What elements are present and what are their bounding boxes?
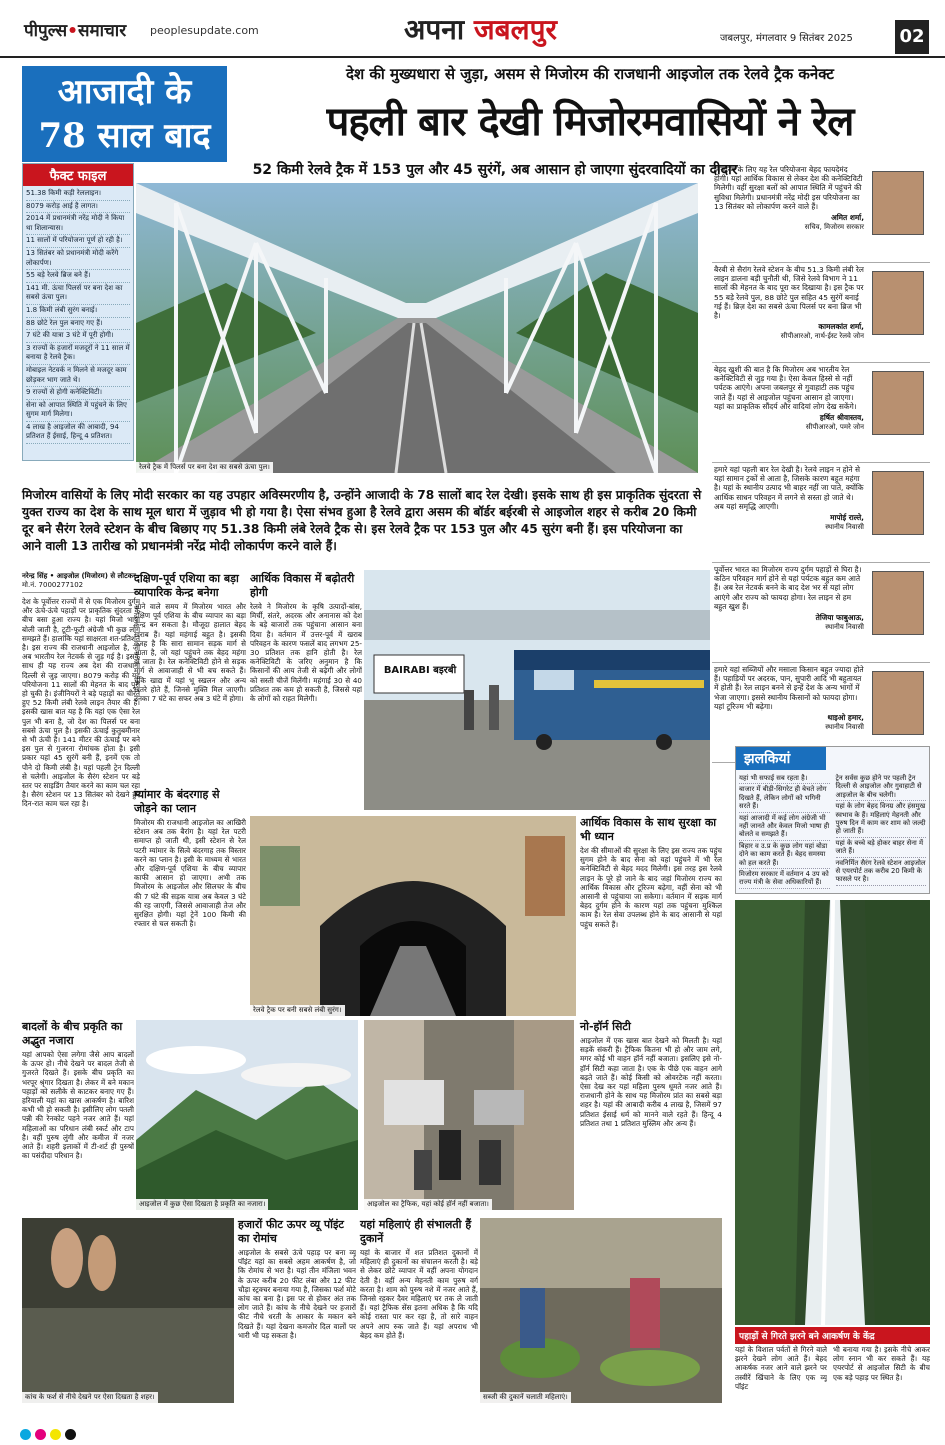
quote-card: [712, 363, 930, 463]
subheadline: 52 किमी रेलवे ट्रैक में 153 पुल और 45 सुरंगें, अब आसान हो जाएगा सुंदरवादियों का दीदार: [252, 162, 738, 178]
fact-list: [23, 186, 133, 446]
story-body-myanmar: मिजोरम की राजधानी आइजोल का आखिरी स्टेशन अब तक बैरांग है। यहां रेल पटरी समाप्त हो जाती थी, इसी स्टेशन से रेल पटरी म्यांमार के सित्वे बंदरगाह तक विस्तार करने का प्लान है। इसी के माध्यम से भारत और दक्षिण-पूर्व एशिया के बीच व्यापार काफी आसान हो जाएगा। अभी तक मिजोरम के आइजोल और सिलचर के बीच की 7 घंटे की सड़क यात्रा अब केवल 3 घंटे की रह जाएगी, जिससे आवाजाही तेज और सुरक्षित होगी। यहां ट्रेनें 100 किमी की रफ्तार से चल सकती है।: [134, 818, 246, 929]
station-sign: BAIRABI बइरबी: [383, 665, 457, 676]
glass-floor-photo: [22, 1218, 234, 1403]
byline: नरेन्द्र सिंह • आइजोल (मिजोरम) से लौटकर: [22, 572, 136, 580]
story-column-8: [360, 1218, 478, 1403]
highlight-item: बाजार में बीड़ी-सिगरेट ही बेचते लोग दिखते हैं, लेकिन लोगों को भगिनी सरते हैं।: [739, 784, 830, 812]
fact-file-title: फैक्ट फाइल: [23, 164, 133, 186]
newspaper-logo: पीपुल्स•समाचार: [24, 21, 127, 41]
quote-card: [712, 563, 930, 663]
waterfall-photo: [735, 900, 930, 1325]
traffic-caption: आइजोल का ट्रैफिक, यहां कोई हॉर्न नहीं बजाता।: [364, 1199, 492, 1210]
market-caption: सब्जी की दुकानें चलाती महिलाएं।: [480, 1392, 571, 1403]
page-number: 02: [895, 20, 929, 54]
section-title: अपना जबलपुर: [404, 13, 557, 46]
anniversary-banner: [22, 66, 227, 162]
highlight-item: यहां के बच्चे बड़े होकर बाहर सेना में जाते हैं।: [836, 838, 927, 858]
glass-floor-caption: कांच के फर्श से नीचे देखने पर ऐसा दिखता है शहर।: [22, 1392, 158, 1403]
quote-designation: स्थानीय निवासी: [825, 723, 864, 732]
fact-item: 3 राज्यों के हजारों मजदूरों ने 11 साल में बनाया है रेलवे ट्रैक।: [26, 343, 130, 365]
highlights-box: [735, 746, 930, 894]
market-photo: [480, 1218, 722, 1403]
waterfall-caption: पहाड़ों से गिरते झरने बने आकर्षण के केंद्र: [735, 1327, 930, 1344]
bridge-photo: [136, 183, 698, 473]
glass-floor-illustration: [22, 1218, 234, 1403]
fact-item: 9 राज्यों से होगी कनेक्टिविटी।: [26, 387, 130, 400]
train-illustration: [364, 570, 710, 810]
quote-card: [712, 463, 930, 563]
highlight-item: ट्रेन सर्वस कुछ होने पर पहली ट्रेन दिल्ली से आइजोल और गुवाहाटी से आइजोल के बीच चलेगी।: [836, 773, 927, 801]
quote-card: [712, 263, 930, 363]
highlights-title: झलकियां: [736, 747, 826, 770]
portrait-photo: [872, 671, 924, 735]
quote-text: बेहद खुशी की बात है कि मिजोरम अब भारतीय रेल कनेक्टिविटी से जुड़ गया है। ऐसा केवल हिस्से से नहीं पर्यटक आएंगे। अपना जबलपुर से गुवाहाटी तक पहुंच जाते हैं। यहां से आइजोल पहुंचना आसान हो जाएगा। यहां का प्राकृतिक सौंदर्य और वादियां लोग देख सकेंगे।: [714, 365, 857, 411]
fact-item: 7 घंटे की यात्रा 3 घंटे में पूरी होगी।: [26, 330, 130, 343]
highlights-right: [836, 773, 927, 889]
quote-text: हमारे यहां सब्जियों और मसाला किसान बहुत ज्यादा होते हैं। पहाड़ियों पर अदरक, पान, सुपारी आदि भी बहुतायत में होती हैं। रेल लाइन बनने से इन्हें देश के अन्य भागों में भेजा जाएगा। इससे स्थानीय किसानों को फायदा होगा। यहां टूरिज्म भी बढ़ेगा।: [714, 665, 864, 711]
story-heading-women: यहां महिलाएं ही संभालती हैं दुकानें: [360, 1218, 472, 1245]
quote-card: [712, 163, 930, 263]
story-body-1: देश के पूर्वोत्तर राज्यों में से एक मिजोरम दुर्गम और ऊंचे-ऊंचे पहाड़ों पर प्राकृतिक सुंदरता के बीच बसा हुआ राज्य है। यहां मिजो भाषा बोली जाती है, टूटी-फूटी अंग्रेजी भी कुछ लोग समझते हैं। हालांकि यहां साक्षरता शत-प्रतिशत है। इस राज्य की राजधानी आइजोल है, जो अब भारतीय रेल नेटवर्क से जुड़ गई है। इसके साथ ही यह राज्य अब देश की राजधानी दिल्ली से जुड़ जाएगा। 8079 करोड़ की यह परियोजना 11 सालों की मेहनत के बाद पूरी हो चुकी है। इंजीनियरों ने बड़े पहाड़ों का चीरते हुए 52 किमी लंबी रेलवे लाइन तैयार की है। इसकी खास बात यह है कि यहां एक ऐसा रेल पुल भी बना है, जो देश का पिलर्स पर बना सबसे ऊंचा पुल है। इसकी ऊंचाई कुतुबमीनार से भी ऊंची है। 141 मीटर की ऊंचाई पर बने इस पुल से गुजरना रोमांचक होता है। इसी प्रकार यहां 45 सुरंगें बनी हैं, इनमें एक तो पौने दो किमी लंबी है। यहां पहली ट्रेन दिल्ली से चलेगी। आइजोल के सैरंग स्टेशन पर बड़े स्तर पर साइडिंग तैयार करने का काम चल रहा है। सैरंग स्टेशन पर 13 सितंबर को देखने हुए दिन-रात काम चल रहा है।: [22, 597, 140, 809]
story-column-2: [134, 572, 246, 1012]
fact-item: 51.38 किमी कड़ी रेललाइन।: [26, 188, 130, 201]
fact-item: 2014 में प्रधानमंत्री नरेंद्र मोदी ने किया था शिलान्यास।: [26, 213, 130, 235]
intro-paragraph: मिजोरम वासियों के लिए मोदी सरकार का यह उपहार अविस्मरणीय है, उन्होंने आजादी के 78 सालों बाद रेल देखी। इसके साथ ही इस प्राकृतिक सुंदरता से युक्त राज्य का देश के साथ मूल धारा में जुड़ाव भी हो गया है। ऐसा संभव हुआ है रेलवे द्वारा असम की बॉर्डर बईरबी से आइजोल शहर से करीब 20 किमी दूर बने सैरंग रेलवे स्टेशन के बीच बिछाए गए 51.38 किमी लंबे रेलवे ट्रैक से। इस रेलवे ट्रैक पर 153 पुल और 45 सुरंग बनी हैं। इस परियोजना का आने वाली 13 तारीख को प्रधानमंत्री नरेंद्र मोदी लोकार्पण करने वाले हैं।: [22, 488, 702, 553]
fact-item: 88 छोटे रेल पुल बनाए गए हैं।: [26, 318, 130, 331]
fact-item: 4 लाख है आइजोल की आबादी, 94 प्रतिशत हैं ईसाई, हिन्दू 4 प्रतिशत।: [26, 422, 130, 444]
traffic-photo: [364, 1020, 574, 1210]
story-heading-no-horn: नो-हॉर्न सिटी: [580, 1020, 631, 1033]
fact-file: [22, 163, 134, 461]
tunnel-photo: [250, 816, 576, 1016]
portrait-photo: [872, 171, 924, 235]
traffic-illustration: [364, 1020, 574, 1210]
reporter-phone: मो.नं. 7000277102: [22, 581, 140, 593]
headline: पहली बार देखी मिजोरमवासियों ने रेल: [326, 98, 854, 145]
quote-designation: स्थानीय निवासी: [825, 623, 864, 632]
quote-name: कामलकांत शर्मा,: [818, 322, 864, 332]
quote-designation: सीपीआरओ, पमरे जोन: [805, 423, 864, 432]
story-column-3: [250, 572, 362, 812]
quote-text: मिजोरम के लिए यह रेल परियोजना बेहद फायदेमंद होगी। यहां आर्थिक विकास से लेकर देश की कनेक्टिविटी मिलेगी। वहीं सुरक्षा बलों को आपात स्थिति में पहुंचने की सुविधा मिलेगी। प्रधानमंत्री नरेंद्र मोदी इस परियोजना का 13 सितंबर को लोकार्पण करने वाले हैं।: [714, 165, 863, 211]
quote-text: पूर्वोत्तर भारत का मिजोरम राज्य दुर्गम पहाड़ों से घिरा है। कठिन परिवहन मार्ग होने से यहां पर्यटक बहुत कम आते हैं। अब रेल नेटवर्क बनने के बाद देश भर से यहां लोग आएंगे और राज्य को फायदा होगा। रेल लाइन से हम बहुत खुश हैं।: [714, 565, 862, 611]
quote-text: हमारे यहां पहली बार रेल देखी है। रेलवे लाइन न होने से यहां सामान ट्रकों से आता है, जिसके कारण बहुत महंगा है। यहां के स्थानीय उत्पाद भी बाहर नहीं जा पाते, क्योंकि आर्थिक साधन परिवहन में लगने से सस्ता हो जाते थे। अब यहां समृद्धि आएगी।: [714, 465, 864, 511]
story-body-security: देश की सीमाओं की सुरक्षा के लिए इस राज्य तक पहुंच सुगम होने के बाद सेना को यहां पहुंचने में भी रेल कनेक्टिविटी से बेहद मदद मिलेगी। इस तरह इस रेलवे लाइन के पूरे हो जाने के बाद जहां मिजोरम राज्य का आर्थिक विकास और टूरिज्म बढ़ेगा, वहीं सेना को भी आसानी से पहुंचाया जा सकेगा। वर्तमान में सड़क मार्ग बेहद दुर्गम होने के कारण यहां तक पहुंचना मुश्किल काम है। रेल सेवा उपलब्ध होने के बाद आसानी से यहां पहुंच सकते हैं।: [580, 846, 722, 929]
dateline: जबलपुर, मंगलवार 9 सितंबर 2025: [720, 33, 853, 44]
landscape-illustration: [136, 1020, 358, 1210]
story-column-4: [580, 816, 722, 1012]
tunnel-caption: रेलवे ट्रैक पर बनी सबसे लंबी सुरंग।: [250, 1005, 345, 1016]
story-heading-security: आर्थिक विकास के साथ सुरक्षा का भी ध्यान: [580, 816, 717, 843]
story-body-trade: आने वाले समय में मिजोरम भारत और दक्षिण पूर्व एशिया के बीच व्यापार का बड़ा केन्द्र बन सकता है। मौजूदा हालात बेहद खराब हैं। यहां महंगाई बहुत है। इसकी वजह है कि सारा सामान सड़क मार्ग से आता है, जो यहां पहुंचने तक बेहद महंगा हो जाता है। रेल कनेक्टिविटी होने से सड़क मार्ग से आवाजाही से भी बच सकते हैं। चूंकि खाद्य में यहां भू स्खलन और अन्य खतरे होते हैं, जिनसे मुक्ति मिल जाएगी। उनका 7 घंटे का सफर अब 3 घंटे में होगा।: [134, 602, 246, 704]
quote-designation: स्थानीय निवासी: [825, 523, 864, 532]
fact-item: 11 सालों में परियोजना पूर्ण हो रही है।: [26, 235, 130, 248]
portrait-photo: [872, 471, 924, 535]
quote-designation: सीपीआरओ, नार्थ-ईस्ट रेलवे जोन: [780, 332, 864, 341]
highlight-item: यहां के लोग बेहद विनम्र और हंसमुख स्वभाव के हैं। महिलाएं मेहनती और पुरुष दिन में काम कर शाम को जल्दी हो जाती हैं।: [836, 801, 927, 838]
story-body-viewpoint: आइजोल के सबसे ऊंचे पहाड़ पर बना व्यू पॉइंट यहां का सबसे अहम आकर्षण है, जो कि रोमांच से भरा है। यहां तीन मंजिला भवन के ऊपर करीब 20 फीट लंबा और 12 फीट चौड़ा स्ट्रक्चर बनाया गया है, जिसका फर्श मोटे कांच का बना है। इस पर से होकर अंत तक लोग जाते हैं। कांच के नीचे देखने पर हजारों फीट नीचे धरती के आकार के मकान बने दिखते हैं। यहां देखना कमजोर दिल वालों पर भारी भी पड़ सकता है।: [238, 1248, 356, 1340]
quote-name: तेजिया फाबुआऊ,: [815, 613, 864, 623]
story-column-1: [22, 572, 140, 1014]
story-heading-myanmar: म्यांमार के बंदरगाह से जोड़ने का प्लान: [134, 788, 220, 815]
story-body-no-horn: आइजोल में एक खास बात देखने को मिलती है। यहां सड़कें संकरी हैं। ट्रैफिक कितना भी हो और जाम लगे, मगर कोई भी वाहन हॉर्न नहीं बजाता। इसलिए इसे नो-हॉर्न सिटी कहा जाता है। एक के पीछे एक वाहन आगे बढ़ते जाते हैं। कोई किसी को ओवरटेक नहीं करता। ऐसा देख कर यहां महिला पुरुष धूमते नजर आते हैं। राजधानी होने के साथ यह मिजोरम प्रांत का सबसे बड़ा शहर है। यहां की आबादी करीब 4 लाख है, जिसमें 97 प्रतिशत ईसाई धर्म को मानने वाले रहते हैं। हिन्दू 4 प्रतिशत तथा 1 प्रतिशत मुस्लिम और अन्य हैं।: [580, 1036, 722, 1128]
story-body-women: यहां के बाजार में शत प्रतिशत दुकानों में महिलाएं ही दुकानों का संचालन करती है। बड़े से लेकर छोटे व्यापार में वहीं अपना योगदान देती है। वहीं अन्य मेहनती काम पुरुष वर्ग करता है। शाम को पुरुष नशे में नजर आते हैं, जिनसे रहकर दैवर महिलाएं घर तक ले जाती हैं। यहां ट्रैफिक सेंस इतना अधिक है कि यदि कोई रास्ता पार कर रहा है, तो सारे वाहन अपने आप रुक जाते हैं। यहां अपराध भी बेहद कम होते हैं।: [360, 1248, 478, 1340]
quote-designation: सचिव, मिजोरम सरकार: [804, 223, 864, 232]
fact-item: सेना को आपात स्थिति में पहुंचने के लिए सुगम मार्ग मिलेगा।: [26, 400, 130, 422]
banner-line-2: 78 साल बाद: [38, 116, 211, 156]
story-body-economy: रेलवे ने मिजोरम के कृषि उत्पादों-बांस, मिर्ची, संतरे, अदरक और अनानास को देश के बड़े बाजारों तक पहुंचाना आसान बना दिया है। वर्तमान में उत्तर-पूर्व में खराब परिवहन के कारण फसलें बाद लगभग 25-30 प्रतिशत तक हानि होती है। रेल कनेक्टिविटी के जरिए अनुमान है कि किसानों की आय तेजी से बढ़ेगी और लोगों को सस्ती चीजें मिलेंगी। महंगाई 30 से 40 प्रतिशत तक कम हो सकती है, जिससे यहां के लोगों को राहत मिलेगी।: [250, 602, 362, 704]
bairabi-train-photo: [364, 570, 710, 810]
banner-line-1: आजादी के: [57, 72, 192, 112]
landscape-caption: आइजोल में कुछ ऐसा दिखता है प्रकृति का नजारा।: [136, 1199, 268, 1210]
story-column-6: [580, 1020, 722, 1216]
fact-item: 141 मी. ऊंचा पिलर्स पर बना देश का सबसे ऊंचा पुल।: [26, 283, 130, 305]
story-body-clouds: यहां आपको ऐसा लगेगा जैसे आप बादलों के ऊपर हो। नीचे देखने पर बादल तेजी से गुजरते दिखते हैं। इसके बीच प्रकृति का भरपूर श्रृंगार दिखता है। लेकर में बने मकान पहाड़ों को सलीके से काटकर बनाए गए हैं। हरियाली यहां का खास आकर्षण है। बारिश कभी भी हो सकती है। इसीलिए लोग पतली पन्नी की रेनकोट पहने नजर आते हैं। यहां महिलाओं का परिधान लंबी स्कर्ट और टाप है। वहीं पुरुष लुंगी और कमीज में नजर आते हैं। शहरी इलाकों में टी-शर्ट ही पुरुषों का पसंदीदा परिधान है।: [22, 1050, 134, 1161]
quote-name: मापोई राल्ते,: [830, 513, 864, 523]
story-column-5: [22, 1020, 134, 1216]
highlights-left: [739, 773, 830, 889]
landscape-photo: [136, 1020, 358, 1210]
story-heading-viewpoint: हजारों फीट ऊपर व्यू पॉइंट का रोमांच: [238, 1218, 344, 1245]
portrait-photo: [872, 571, 924, 635]
fact-item: 13 सितंबर को प्रधानमंत्री मोदी करेंगे लोकार्पण।: [26, 248, 130, 270]
waterfall-body-left: यहां के विशाल पर्वतों से गिरने वाले झरने देखने लोग आते हैं। बेहद आकर्षक नजर आने वाले झरने पर तस्वीरें खिंचाने के लिए एक व्यू पॉइंट: [735, 1345, 827, 1391]
highlight-item: मिजोरम सरकार में वर्तमान 4 उप को राज्य मंत्री के सेवा अधिकारियों हैं।: [739, 869, 830, 889]
fact-item: 1.8 किमी लंबी सुरंग बनाई।: [26, 305, 130, 318]
highlight-item: यहां भी सफाई सब रहता है।: [739, 773, 830, 784]
story-heading-trade: दक्षिण-पूर्व एशिया का बड़ा व्यापारिक केन्द्र बनेगा: [134, 572, 239, 599]
story-heading-clouds: बादलों के बीच प्रकृति का अद्भुत नजारा: [22, 1020, 123, 1047]
market-illustration: [480, 1218, 722, 1403]
waterfall-illustration: [735, 900, 930, 1325]
highlight-item: नवनिर्मित सैरंग रेलवे स्टेशन आइजोल से एयरपोर्ट तक करीब 20 किमी के फासले पर है।: [836, 858, 927, 886]
fact-item: 55 बड़े रेलवे ब्रिज बने हैं।: [26, 270, 130, 283]
bridge-illustration: [136, 183, 698, 473]
story-heading-economy: आर्थिक विकास में बढ़ोतरी होगी: [250, 572, 355, 599]
bridge-photo-caption: रेलवे ट्रैक में पिलर्स पर बना देश का सबसे ऊंचा पुल।: [136, 462, 273, 473]
highlight-item: बिहार व उ.प्र के कुछ लोग यहां बोडा दोने का काम करते हैं। बेहद समस्या को हल करते हैं।: [739, 841, 830, 869]
waterfall-body-right: भी बनाया गया है। इसके नीचे आकर लोग स्नान भी कर सकते हैं। यह एयरपोर्ट से आइजोल सिटी के बीच एक बड़े पहाड़ पर स्थित है।: [833, 1345, 930, 1382]
quote-name: थाइओ हमार,: [827, 713, 864, 723]
quote-name: अमित शर्मा,: [831, 213, 864, 223]
masthead: [0, 0, 945, 58]
fact-item: 8079 करोड़ आई है लागत।: [26, 201, 130, 214]
quote-name: हर्षित श्रीवास्तव,: [819, 413, 864, 423]
tunnel-illustration: [250, 816, 576, 1016]
website-label: peoplesupdate.com: [150, 24, 259, 37]
print-registration-marks: [20, 1425, 925, 1439]
fact-item: मोबाइल नेटवर्क न मिलने से मजदूर काम छोड़कर भाग जाते थे।: [26, 365, 130, 387]
quotes-column: [712, 163, 930, 763]
quote-text: बैरबी से सैरांग रेलवे स्टेशन के बीच 51.3 किमी लंबी रेल लाइन डालना बड़ी चुनौती थी, जिसे रेलवे विभाग ने 11 सालों की मेहनत के बाद पूरा कर दिखाया है। इस ट्रैक पर 55 बड़े रेलवे पुल, 88 छोटे पुल सहित 45 सुरंगें बनाई गई हैं। ब्रिज़ देश का सबसे ऊंचा पिलर्स पर बना ब्रिज भी है।: [714, 265, 864, 321]
portrait-photo: [872, 371, 924, 435]
highlight-item: यहां आजादी में कई लोग अंग्रेजी भी नहीं जानते और केवल मिजो भाषा ही बोलते व समझते हैं।: [739, 813, 830, 841]
kicker: देश की मुख्यधारा से जुड़ा, असम से मिजोरम की राजधानी आइजोल तक रेलवे ट्रैक कनेक्ट: [346, 65, 834, 83]
story-column-7: [238, 1218, 356, 1403]
portrait-photo: [872, 271, 924, 335]
